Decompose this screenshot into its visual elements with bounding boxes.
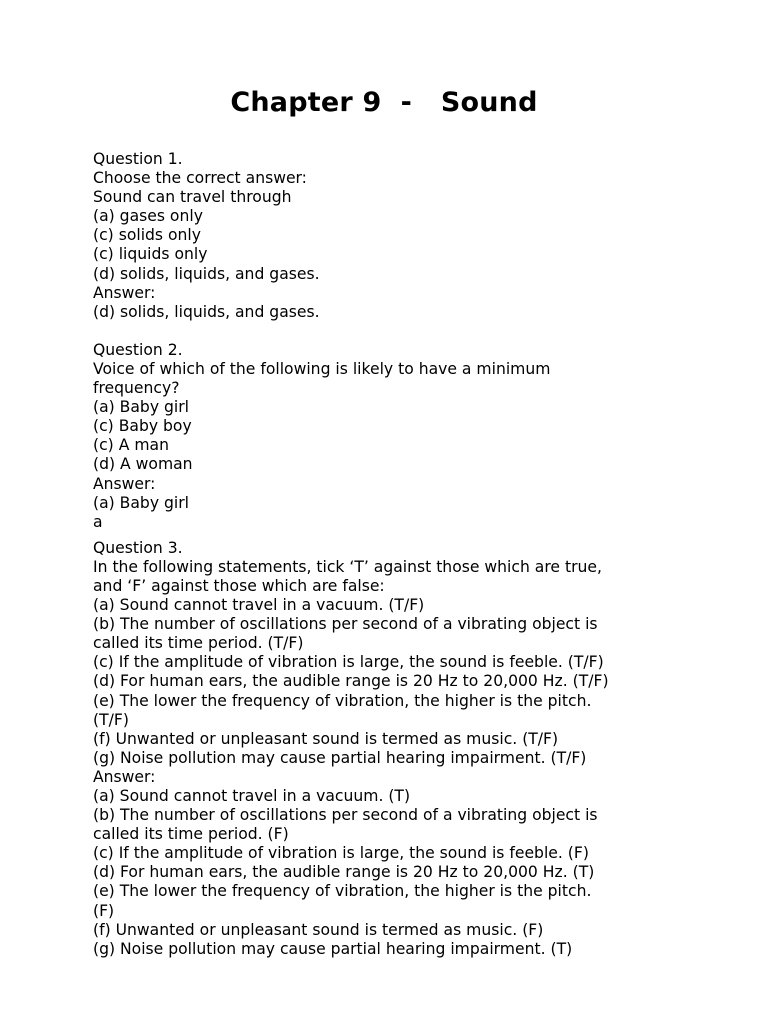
question-text: Choose the correct answer:: [93, 169, 307, 188]
spacer: [93, 322, 693, 341]
question-label: Question 1.: [93, 150, 183, 168]
statement-line: (b) The number of oscillations per second of a vibrating object is: [93, 615, 598, 634]
answer-line: (d) For human ears, the audible range is 20 Hz to 20,000 Hz. (T): [93, 863, 595, 882]
question-1: [93, 150, 693, 322]
statement-line: (e) The lower the frequency of vibration, the higher is the pitch.: [93, 691, 592, 710]
spacer: [93, 532, 693, 539]
question-text: and ‘F’ against those which are false:: [93, 576, 385, 595]
document-body: [93, 150, 693, 959]
question-text: Voice of which of the following is likely to have a minimum: [93, 359, 551, 378]
answer-label: Answer:: [93, 283, 156, 302]
statement-line: called its time period. (T/F): [93, 634, 304, 653]
statement-line: (f) Unwanted or unpleasant sound is termed as music. (T/F): [93, 729, 559, 748]
answer-line: (a) Baby girl: [93, 493, 189, 512]
answer-line: (g) Noise pollution may cause partial hearing impairment. (T): [93, 939, 573, 958]
page-title: Chapter 9 - Sound: [230, 87, 538, 118]
answer-label: Answer:: [93, 767, 156, 786]
statement-line: (T/F): [93, 710, 129, 729]
statement-line: (g) Noise pollution may cause partial hearing impairment. (T/F): [93, 748, 587, 767]
answer-line: (c) If the amplitude of vibration is large, the sound is feeble. (F): [93, 844, 589, 863]
question-label: Question 2.: [93, 340, 183, 359]
question-2: [93, 341, 693, 532]
answer-line: (f) Unwanted or unpleasant sound is termed as music. (F): [93, 920, 544, 939]
answer-line: a: [93, 512, 103, 531]
option-line: (c) solids only: [93, 226, 201, 245]
option-line: (c) A man: [93, 436, 169, 455]
option-line: (a) gases only: [93, 207, 203, 226]
answer-line: (b) The number of oscillations per second of a vibrating object is: [93, 806, 598, 825]
statement-line: (a) Sound cannot travel in a vacuum. (T/F): [93, 596, 425, 615]
answer-label: Answer:: [93, 474, 156, 493]
option-line: (c) liquids only: [93, 245, 208, 264]
option-line: (d) solids, liquids, and gases.: [93, 264, 320, 283]
answer-line: called its time period. (F): [93, 825, 289, 844]
question-label: Question 3.: [93, 538, 183, 557]
answer-line: (e) The lower the frequency of vibration, the higher is the pitch.: [93, 882, 592, 901]
option-line: (d) A woman: [93, 455, 193, 474]
answer-line: (a) Sound cannot travel in a vacuum. (T): [93, 787, 411, 805]
question-3: [93, 539, 693, 959]
question-text: Sound can travel through: [93, 188, 292, 207]
option-line: (a) Baby girl: [93, 398, 189, 417]
option-line: (c) Baby boy: [93, 417, 192, 436]
question-text: frequency?: [93, 379, 180, 398]
question-text: In the following statements, tick ‘T’ against those which are true,: [93, 557, 602, 576]
statement-line: (c) If the amplitude of vibration is large, the sound is feeble. (T/F): [93, 653, 604, 672]
answer-line: (F): [93, 901, 115, 920]
answer-line: (d) solids, liquids, and gases.: [93, 302, 320, 321]
statement-line: (d) For human ears, the audible range is 20 Hz to 20,000 Hz. (T/F): [93, 672, 609, 691]
